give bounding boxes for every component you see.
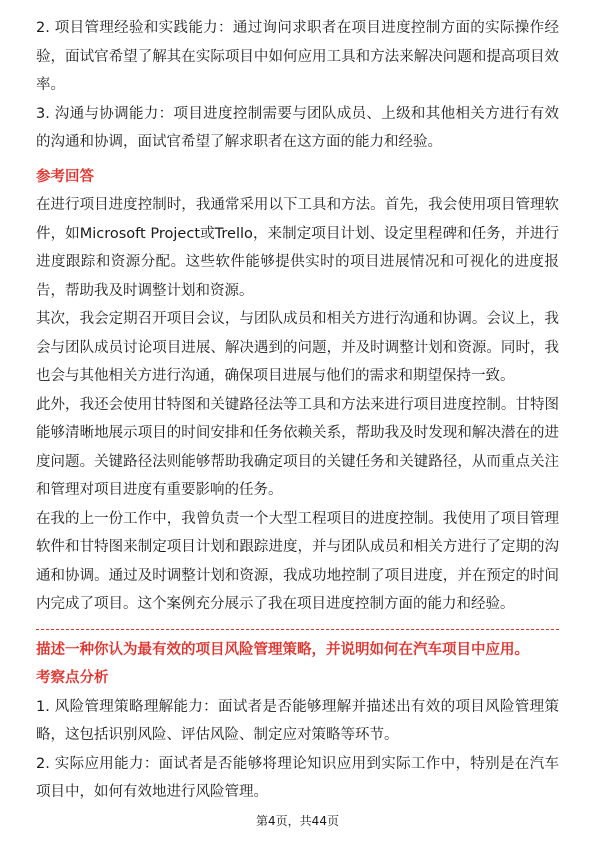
- answer-paragraph-2: 其次，我会定期召开项目会议，与团队成员和相关方进行沟通和协调。会议上，我会与团队成员讨论项目进展、解决遇到的问题，并及时调整计划和资源。同时，我也会与其他相关方进行沟通，确保项目进展与他们的需求和期望保持一致。: [36, 311, 559, 384]
- analysis-point-1: 1. 风险管理策略理解能力：面试者是否能够理解并描述出有效的项目风险管理策略，这包括识别风险、评估风险、制定应对策略等环节。: [36, 698, 559, 743]
- evaluation-point-3: 3. 沟通与协调能力：项目进度控制需要与团队成员、上级和其他相关方进行有效的沟通和协调，面试官希望了解求职者在这方面的能力和经验。: [36, 105, 559, 150]
- answer-paragraph-3: 此外，我还会使用甘特图和关键路径法等工具和方法来进行项目进度控制。甘特图能够清晰地展示项目的时间安排和任务依赖关系，帮助我及时发现和解决潜在的进度问题。关键路径法则能够帮助我确定项目的关键任务和关键路径，从而重点关注和管理对项目进度有重要影响的任务。: [36, 396, 559, 498]
- analysis-heading: 考察点分析: [36, 670, 109, 686]
- evaluation-point-2: 2. 项目管理经验和实践能力：通过询问求职者在项目进度控制方面的实际操作经验，面试官希望了解其在实际项目中如何应用工具和方法来解决问题和提高项目效率。: [36, 20, 559, 93]
- question-title: 描述一种你认为最有效的项目风险管理策略，并说明如何在汽车项目中应用。: [36, 641, 529, 658]
- section-divider: [36, 629, 559, 630]
- reference-answer-heading: 参考回答: [36, 168, 94, 185]
- analysis-point-2: 2. 实际应用能力：面试者是否能够将理论知识应用到实际工作中，特别是在汽车项目中，如何有效地进行风险管理。: [36, 755, 559, 800]
- answer-paragraph-4: 在我的上一份工作中，我曾负责一个大型工程项目的进度控制。我使用了项目管理软件和甘特图来制定项目计划和跟踪进度，并与团队成员和相关方进行了定期的沟通和协调。通过及时调整计划和资源，我成功地控制了项目进度，并在预定的时间内完成了项目。这个案例充分展示了我在项目进度控制方面的能力和经验。: [36, 510, 559, 612]
- page-number: 第4页，共44页: [256, 814, 339, 828]
- answer-paragraph-1: 在进行项目进度控制时，我通常采用以下工具和方法。首先，我会使用项目管理软件，如Microsoft Project或Trello，来制定项目计划、设定里程碑和任务，并进行进度跟踪和资源分配。这些软件能够提供实时的项目进展情况和可视化的进度报告，帮助我及时调整计划和资源。: [36, 197, 559, 299]
- document-page: [36, 14, 559, 807]
